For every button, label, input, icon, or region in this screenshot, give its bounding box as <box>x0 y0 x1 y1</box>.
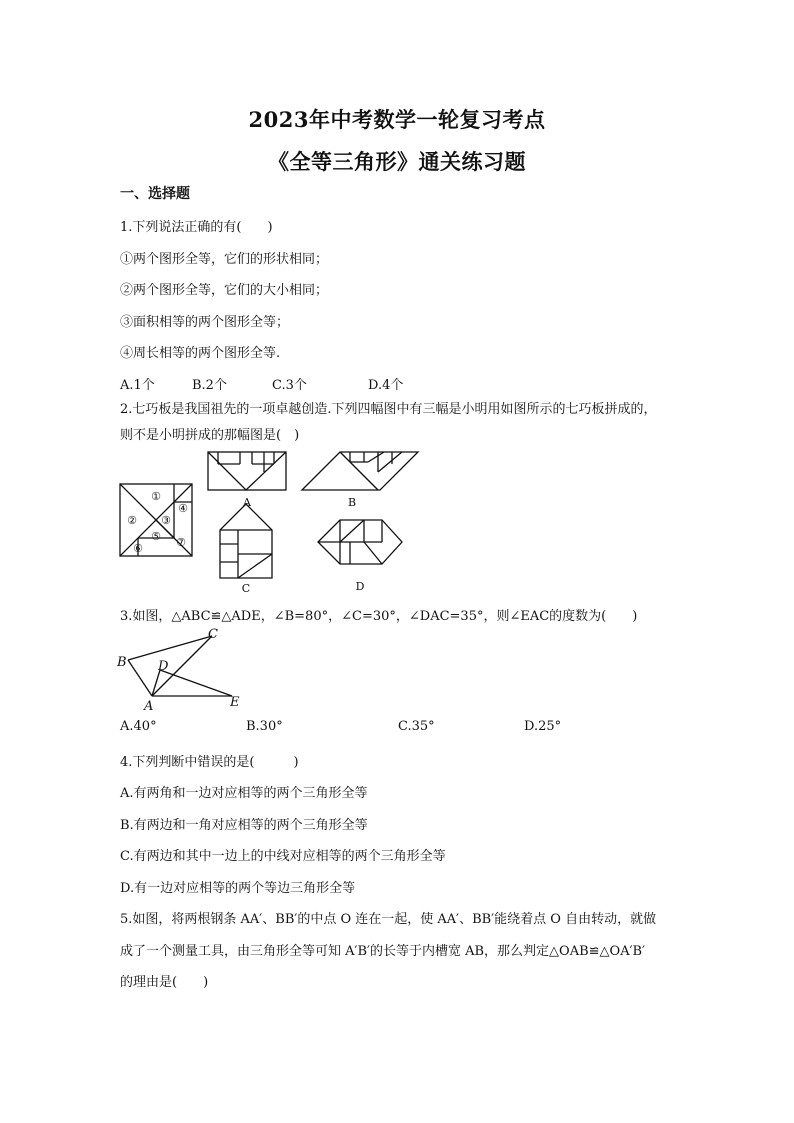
point-label-e: E <box>230 695 240 710</box>
figure-label-d: D <box>355 580 365 593</box>
q3-option-c: C.35° <box>398 719 435 734</box>
figure-label-a: A <box>243 496 251 509</box>
point-label-c: C <box>208 627 218 642</box>
figure-label-b: B <box>347 496 357 509</box>
q1-stem: 1.下列说法正确的有( ) <box>120 220 273 235</box>
page-subtitle: 《全等三角形》通关练习题 <box>268 149 526 174</box>
q4-option-b: B.有两边和一角对应相等的两个三角形全等 <box>120 818 368 833</box>
q1-statement-3: ③面积相等的两个图形全等； <box>120 315 290 330</box>
figure-label-c: C <box>241 582 251 595</box>
tangram-figure-c <box>220 504 272 578</box>
piece-label-3: ③ <box>161 514 171 527</box>
q4-option-d: D.有一边对应相等的两个等边三角形全等 <box>120 881 356 896</box>
q1-option-a: A.1个 <box>120 378 155 393</box>
point-label-b: B <box>117 655 127 670</box>
piece-label-6: ⑥ <box>133 542 143 555</box>
piece-label-5: ⑤ <box>151 530 161 543</box>
q5-stem-line2: 成了一个测量工具，由三角形全等可知 A′B′的长等于内槽宽 AB，那么判定△OAB≌△OA′B′ <box>120 944 646 959</box>
q3-option-a: A.40° <box>120 719 157 734</box>
q5-stem-line3: 的理由是( ) <box>120 975 209 990</box>
q1-statement-4: ④周长相等的两个图形全等. <box>120 346 281 361</box>
q1-statement-1: ①两个图形全等，它们的形状相同； <box>120 252 329 267</box>
q1-option-b: B.2个 <box>192 378 227 393</box>
tangram-figure-b <box>302 452 418 490</box>
piece-label-4: ④ <box>178 502 188 515</box>
q1-option-d: D.4个 <box>368 378 404 393</box>
q1-option-c: C.3个 <box>272 378 307 393</box>
tangram-figure-d <box>318 520 402 564</box>
section-heading: 一、选择题 <box>120 186 190 202</box>
q3-stem: 3.如图，△ABC≌△ADE，∠B=80°，∠C=30°，∠DAC=35°，则∠EAC的度数为( ) <box>120 609 638 624</box>
page-title: 2023年中考数学一轮复习考点 <box>248 107 546 132</box>
q5-stem-line1: 5.如图，将两根钢条 AA′、BB′的中点 O 连在一起，使 AA′、BB′能绕着点 O 自由转动，就做 <box>120 912 657 927</box>
q2-stem-line1: 2.七巧板是我国祖先的一项卓越创造.下列四幅图中有三幅是小明用如图所示的七巧板拼成的， <box>120 402 657 417</box>
q3-option-d: D.25° <box>524 719 562 734</box>
q1-statement-2: ②两个图形全等，它们的大小相同； <box>120 283 329 298</box>
piece-label-1: ① <box>151 490 161 503</box>
q2-tangram-figures <box>112 444 432 596</box>
q4-option-c: C.有两边和其中一边上的中线对应相等的两个三角形全等 <box>120 849 446 864</box>
q3-triangle-figure <box>114 626 264 712</box>
q4-stem: 4.下列判断中错误的是( ) <box>120 755 299 770</box>
piece-label-2: ② <box>127 514 137 527</box>
q3-option-b: B.30° <box>246 719 283 734</box>
q4-option-a: A.有两角和一边对应相等的两个三角形全等 <box>120 786 368 801</box>
piece-label-7: ⑦ <box>176 536 186 549</box>
q2-stem-line2: 则不是小明拼成的那幅图是( ) <box>120 428 300 443</box>
point-label-d: D <box>158 659 169 674</box>
tangram-figure-a <box>208 452 286 490</box>
point-label-a: A <box>144 699 154 712</box>
